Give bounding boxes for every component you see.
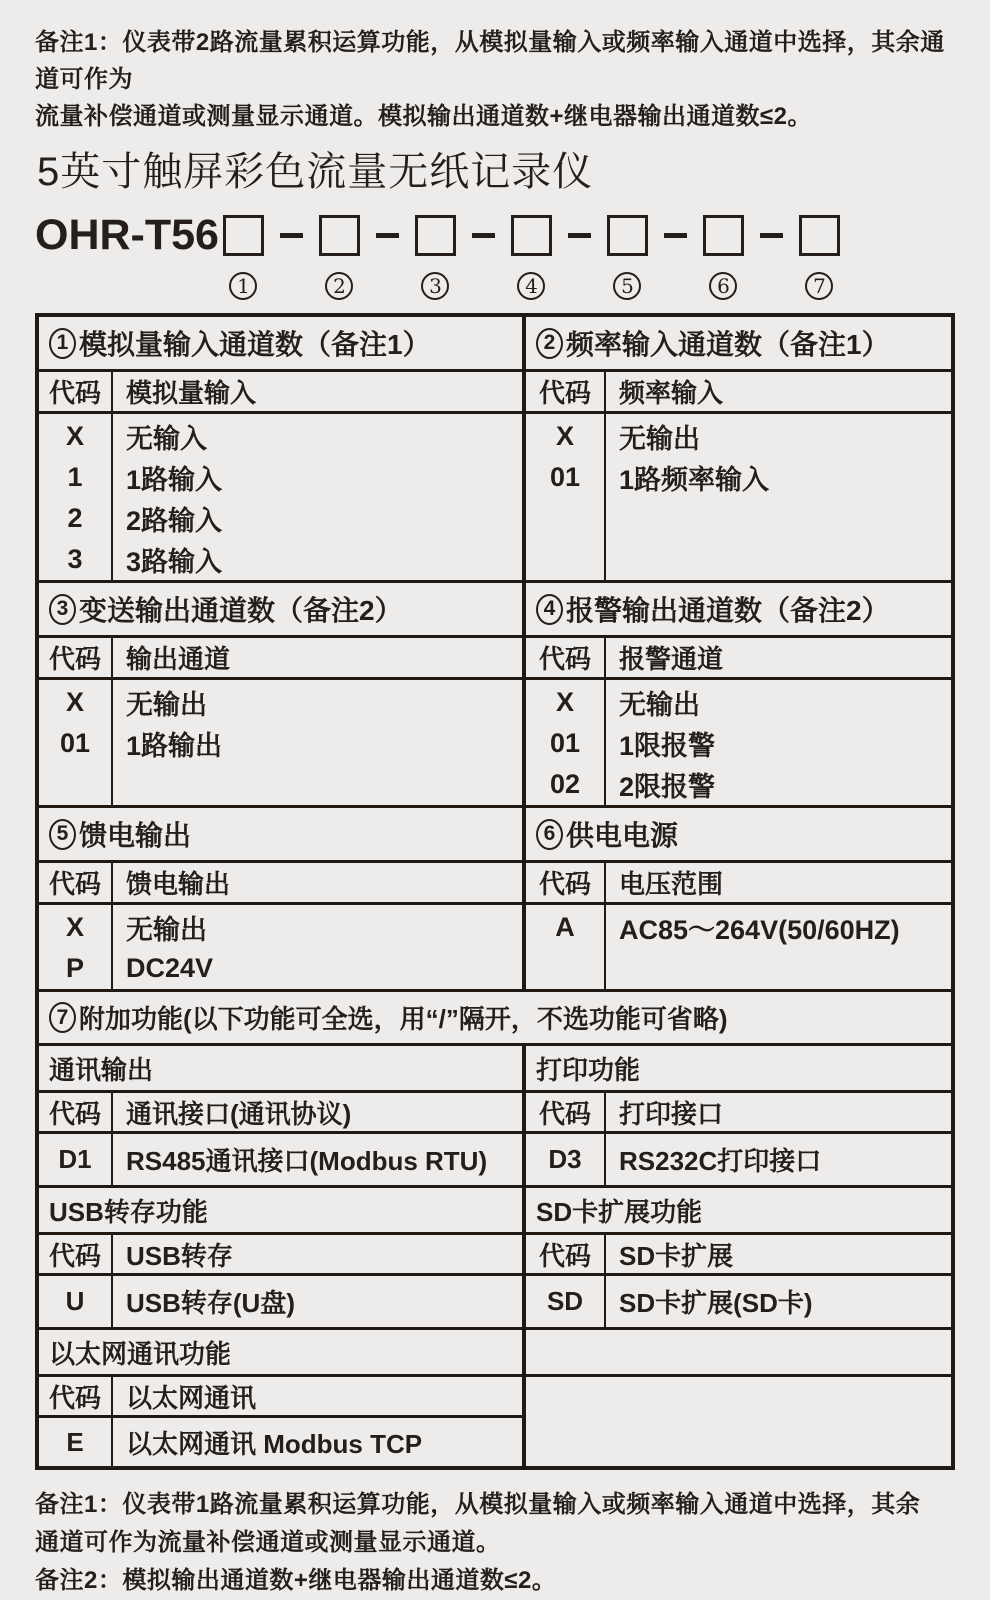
code-value: 01 — [549, 728, 581, 758]
code-value: X — [65, 912, 84, 942]
desc-header: 打印接口 — [619, 1098, 724, 1129]
dash-separator — [472, 233, 495, 238]
section-title-text: 供电电源 — [566, 820, 679, 851]
subsection-usb-transfer — [39, 1188, 522, 1327]
desc-column — [113, 414, 522, 580]
dash-separator — [760, 233, 783, 238]
desc-value: 1路输入 — [126, 465, 223, 495]
code-header: 代码 — [39, 372, 113, 411]
dash-separator — [664, 233, 687, 238]
section-frequency-input-channels — [522, 317, 951, 580]
table-header-row — [526, 372, 951, 414]
table-body — [39, 680, 522, 805]
code-value: D3 — [526, 1134, 606, 1185]
position-number-3: 3 — [421, 272, 449, 300]
table-body — [526, 414, 951, 580]
code-column — [526, 414, 606, 580]
subsection-print-function — [522, 1046, 951, 1185]
desc-value: 无输入 — [126, 424, 207, 454]
section-title — [526, 317, 951, 372]
num-slot — [703, 272, 744, 300]
code-value: U — [39, 1276, 113, 1327]
code-value: 2 — [67, 503, 83, 533]
section-title-text: 馈电输出 — [79, 820, 192, 851]
table-row — [39, 1134, 522, 1185]
code-value: X — [65, 421, 84, 451]
subsection-title: 以太网通讯功能 — [39, 1330, 522, 1377]
desc-column — [113, 905, 522, 989]
model-code-box-2 — [319, 215, 360, 256]
desc-header: SD卡扩展 — [619, 1240, 734, 1271]
code-column — [39, 414, 113, 580]
code-value: E — [39, 1418, 113, 1466]
desc-header: 输出通道 — [126, 644, 231, 674]
code-value: 3 — [67, 544, 83, 574]
table-header-row — [39, 1235, 522, 1276]
position-number-7: 7 — [805, 272, 833, 300]
code-value: SD — [526, 1276, 606, 1327]
desc-header: 模拟量输入 — [126, 378, 257, 408]
empty-cell — [526, 1330, 951, 1377]
footer-notes — [35, 1486, 955, 1600]
desc-value: 无输出 — [126, 690, 207, 720]
code-value: P — [65, 953, 84, 983]
code-column — [526, 680, 606, 805]
circled-number-icon: 3 — [49, 594, 76, 625]
model-code-row — [35, 207, 955, 263]
circled-number-icon: 2 — [536, 328, 563, 359]
desc-header: 以太网通讯 — [126, 1382, 257, 1413]
subsection-title: 打印功能 — [526, 1046, 951, 1093]
model-code-box-5 — [607, 215, 648, 256]
table-row — [526, 1276, 951, 1327]
model-code-box-6 — [703, 215, 744, 256]
circled-number-icon: 1 — [49, 328, 76, 359]
code-header: 代码 — [39, 863, 113, 902]
desc-header: USB转存 — [126, 1240, 233, 1271]
footer-note-line-1: 备注1：仪表带1路流量累积运算功能，从模拟量输入或频率输入通道中选择，其余 — [35, 1491, 921, 1518]
desc-column — [113, 680, 522, 805]
section-analog-input-channels — [39, 317, 522, 580]
desc-value: SD卡扩展(SD卡) — [619, 1288, 813, 1318]
section-title-text: 模拟量输入通道数（备注1） — [79, 329, 431, 360]
row-band-5 — [39, 1185, 951, 1327]
row-band-4 — [39, 1043, 951, 1185]
num-slot — [607, 272, 648, 300]
position-numbers-row — [35, 267, 955, 305]
code-header: 代码 — [526, 1093, 606, 1131]
desc-value: RS485通讯接口(Modbus RTU) — [126, 1146, 488, 1176]
table-header-row — [39, 1093, 522, 1134]
position-number-1: 1 — [229, 272, 257, 300]
desc-value: AC85～264V(50/60HZ) — [619, 915, 900, 945]
section-title — [39, 317, 522, 372]
table-row — [526, 1134, 951, 1185]
code-header: 代码 — [39, 1377, 113, 1415]
model-code-box-7 — [799, 215, 840, 256]
empty-cell-block — [522, 1330, 951, 1466]
code-header: 代码 — [39, 638, 113, 677]
row-band-6 — [39, 1327, 951, 1466]
num-slot — [223, 272, 264, 300]
table-header-row — [526, 1093, 951, 1134]
code-value: X — [555, 421, 574, 451]
page-title: 5英寸触屏彩色流量无纸记录仪 — [37, 150, 594, 194]
desc-header: 报警通道 — [619, 644, 724, 674]
num-slot — [511, 272, 552, 300]
section-title-text: 频率输入通道数（备注1） — [566, 329, 890, 360]
dash-separator — [280, 233, 303, 238]
top-note-line-2: 流量补偿通道或测量显示通道。模拟输出通道数+继电器输出通道数≤2。 — [35, 103, 813, 130]
footer-note-line-2: 通道可作为流量补偿通道或测量显示通道。 — [35, 1529, 501, 1556]
subsection-title: 通讯输出 — [39, 1046, 522, 1093]
table-body — [39, 414, 522, 580]
desc-header: 馈电输出 — [126, 869, 231, 899]
section-title-text: 附加功能(以下功能可全选，用“/”隔开，不选功能可省略) — [79, 1004, 728, 1034]
section-power-supply — [522, 808, 951, 989]
code-value: 1 — [67, 462, 83, 492]
table-header-row — [39, 863, 522, 905]
section-title — [39, 583, 522, 638]
code-column — [526, 905, 606, 989]
code-header: 代码 — [526, 372, 606, 411]
desc-column — [606, 414, 951, 580]
subsection-title: SD卡扩展功能 — [526, 1188, 951, 1235]
position-number-6: 6 — [709, 272, 737, 300]
table-header-row — [526, 1235, 951, 1276]
code-value: 02 — [549, 769, 581, 799]
desc-value: 2限报警 — [619, 772, 716, 802]
desc-value: 无输出 — [126, 915, 207, 945]
position-number-5: 5 — [613, 272, 641, 300]
subsection-title: USB转存功能 — [39, 1188, 522, 1235]
position-number-2: 2 — [325, 272, 353, 300]
code-header: 代码 — [39, 1235, 113, 1273]
row-band-2 — [39, 580, 951, 805]
desc-value: 以太网通讯 Modbus TCP — [126, 1428, 423, 1459]
circled-number-icon: 7 — [49, 1002, 76, 1033]
dash-separator — [376, 233, 399, 238]
desc-value: 1路频率输入 — [619, 465, 770, 495]
desc-header: 通讯接口(通讯协议) — [126, 1098, 352, 1129]
dash-separator — [568, 233, 591, 238]
code-value: 01 — [549, 462, 581, 492]
num-slot — [799, 272, 840, 300]
desc-value: 1路输出 — [126, 731, 223, 761]
footer-note-line-3: 备注2：模拟输出通道数+继电器输出通道数≤2。 — [35, 1567, 557, 1594]
circled-number-icon: 5 — [49, 819, 76, 850]
desc-value: 1限报警 — [619, 731, 716, 761]
desc-value: DC24V — [126, 953, 214, 983]
section-additional-functions-title — [39, 989, 951, 1043]
table-header-row — [39, 638, 522, 680]
subsection-sd-card — [522, 1188, 951, 1327]
code-column — [39, 905, 113, 989]
model-code-box-3 — [415, 215, 456, 256]
desc-header: 电压范围 — [619, 869, 724, 899]
top-note-line-1: 备注1：仪表带2路流量累积运算功能，从模拟量输入或频率输入通道中选择，其余通道可作为 — [35, 29, 945, 93]
circled-number-icon: 4 — [536, 594, 563, 625]
circled-number-icon: 6 — [536, 819, 563, 850]
table-header-row — [39, 372, 522, 414]
row-band-3 — [39, 805, 951, 989]
section-title-text: 变送输出通道数（备注2） — [79, 595, 403, 626]
subsection-comm-output — [39, 1046, 522, 1185]
spec-table — [35, 313, 955, 1470]
section-alarm-output-channels — [522, 583, 951, 805]
code-header: 代码 — [526, 638, 606, 677]
code-value: 01 — [59, 728, 91, 758]
code-header: 代码 — [526, 863, 606, 902]
model-prefix: OHR-T56 — [35, 210, 219, 259]
section-feed-output — [39, 808, 522, 989]
table-header-row — [39, 1377, 522, 1418]
code-column — [39, 680, 113, 805]
desc-value: 2路输入 — [126, 506, 223, 536]
section-title — [39, 808, 522, 863]
table-row — [39, 1276, 522, 1327]
num-slot — [415, 272, 456, 300]
desc-value: RS232C打印接口 — [619, 1146, 822, 1176]
subsection-ethernet-comm — [39, 1330, 522, 1466]
section-title — [526, 808, 951, 863]
code-value: A — [555, 912, 575, 942]
code-value: X — [555, 687, 574, 717]
table-body — [39, 905, 522, 989]
desc-column — [606, 905, 951, 989]
model-code-box-1 — [223, 215, 264, 256]
code-header: 代码 — [526, 1235, 606, 1273]
desc-column — [606, 680, 951, 805]
num-slot — [319, 272, 360, 300]
table-header-row — [526, 863, 951, 905]
desc-value: 无输出 — [619, 690, 700, 720]
table-body — [526, 680, 951, 805]
model-code-box-4 — [511, 215, 552, 256]
code-value: D1 — [39, 1134, 113, 1185]
section-title-text: 报警输出通道数（备注2） — [566, 595, 890, 626]
empty-cell — [526, 1377, 951, 1466]
desc-value: 3路输入 — [126, 547, 223, 577]
code-value: X — [65, 687, 84, 717]
section-transmit-output-channels — [39, 583, 522, 805]
position-number-4: 4 — [517, 272, 545, 300]
code-header: 代码 — [39, 1093, 113, 1131]
row-band-1 — [39, 317, 951, 580]
section-title — [526, 583, 951, 638]
table-header-row — [526, 638, 951, 680]
table-row — [39, 1418, 522, 1466]
desc-value: 无输出 — [619, 424, 700, 454]
desc-header: 频率输入 — [619, 378, 724, 408]
desc-value: USB转存(U盘) — [126, 1288, 295, 1318]
table-body — [526, 905, 951, 989]
top-note — [35, 24, 955, 135]
